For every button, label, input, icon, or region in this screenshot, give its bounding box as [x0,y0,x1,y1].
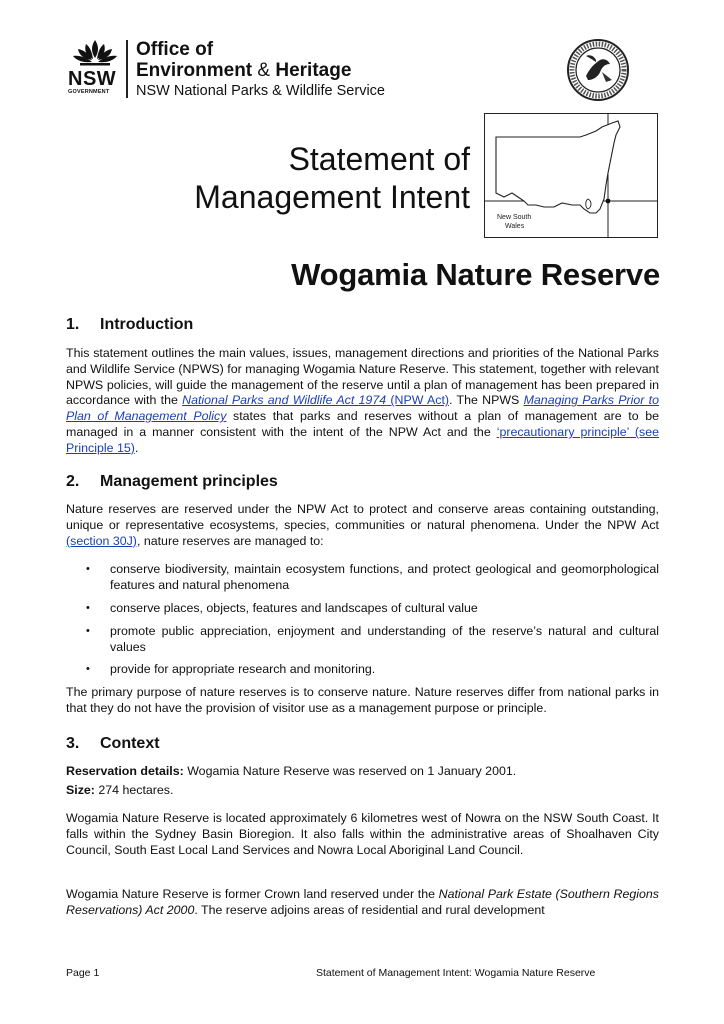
managing-parks-policy-link[interactable]: Managing Parks Prior to Plan of Management Policy [66,393,659,424]
act-title: National Park Estate (Southern Regions Reservations) Act 2000 [66,887,659,917]
title-line-1: Statement of [288,141,470,177]
map-caption-line1: New South [497,214,532,221]
section-30j-link[interactable]: (section 30J) [66,533,137,548]
precautionary-principle-link[interactable]: ‘precautionary principle’ (see Principle 15) [66,424,659,455]
primary-purpose-paragraph: The primary purpose of nature reserves is to conserve nature. Nature reserves differ from national parks in that they do not have the provision of visitor use as a management purpose or principle. [66,685,659,715]
size-value: 274 hectares. [94,783,174,797]
footer-document-title: Statement of Management Intent: Wogamia Nature Reserve [316,967,596,979]
section-heading-management-principles [66,473,278,491]
section-number: 1. [66,316,80,333]
page-number: Page 1 [66,967,100,979]
list-item: promote public appreciation, enjoyment and understanding of the reserve’s natural and cultural values [110,624,659,654]
reservation-details-value: Wogamia Nature Reserve was reserved on 1 January 2001. [183,764,517,778]
section-number: 2. [66,473,80,490]
reservation-details [66,764,659,780]
list-item: conserve biodiversity, maintain ecosystem functions, and protect geological and geomorphological features and natural phenomena [110,562,659,592]
org-name-ampersand: & [257,60,271,81]
org-subtitle: NSW National Parks & Wildlife Service [136,83,385,99]
bullet-marker: • [86,563,90,575]
logo-divider [126,40,128,98]
section-title: Context [100,735,160,752]
npws-seal-icon [566,38,630,102]
map-caption-line2: Wales [505,223,525,230]
map-caption [497,213,531,231]
bullet-marker: • [86,602,90,614]
text-run: This statement outlines the main values, issues, management directions and priorities of the National Parks and Wildlife Service (NPWS) for managing Wogamia Nature Reserve. This statement, together with relevant NPWS policies, will guide the management of the reserve until a plan of management has been prepared in accordance with the [66,346,659,408]
size-label: Size: [66,783,95,797]
reserve-location-marker [606,199,611,204]
management-principles-paragraph [66,502,659,549]
org-name-heritage: Heritage [270,60,352,81]
reserve-size [66,783,659,799]
npw-act-link[interactable]: National Parks and Wildlife Act 1974 [182,393,387,408]
text-run: Wogamia Nature Reserve is former Crown land reserved under the [66,887,439,901]
text-run: Nature reserves are reserved under the NPW Act to protect and conserve areas containing outstanding, unique or representative ecosystems, species, communities or natural phenomena. Under the NPW Act [66,502,659,532]
text-run: states that parks and reserves without a plan of management are to be managed in a manner consistent with the intent of the NPW Act and the [66,409,659,439]
reservation-history-paragraph [66,887,659,919]
location-paragraph: Wogamia Nature Reserve is located approximately 6 kilometres west of Nowra on the NSW South Coast. It falls within the Sydney Basin Bioregion. It also falls within the administrative areas of Shoalhaven City Council, South East Local Land Services and Nowra Local Aboriginal Land Council. [66,811,659,857]
waratah-icon [70,38,120,68]
text-run: , nature reserves are managed to: [136,533,324,548]
reserve-title: Wogamia Nature Reserve [291,257,660,292]
text-run: . The NPWS [449,393,524,408]
document-type-title [194,140,470,216]
reservation-details-label: Reservation details: [66,764,184,778]
section-number: 3. [66,735,80,752]
bullet-marker: • [86,625,90,637]
section-title: Introduction [100,316,194,333]
section-heading-introduction [66,316,193,334]
text-run: . The reserve adjoins areas of residential and rural development [194,902,545,917]
list-item: conserve places, objects, features and landscapes of cultural value [110,601,478,615]
section-title: Management principles [100,473,278,490]
introduction-paragraph [66,346,659,457]
npw-act-abbrev-link[interactable]: (NPW Act) [386,393,450,408]
nsw-government-label: GOVERNMENT [68,89,110,95]
org-name-line1: Office of [136,39,214,60]
org-name-line2 [136,61,351,81]
nsw-wordmark: NSW [68,68,117,90]
section-heading-context [66,735,160,753]
org-name-environment: Environment [136,60,258,81]
text-run: . [134,440,139,455]
list-item: provide for appropriate research and monitoring. [110,662,376,676]
bullet-marker: • [86,663,90,675]
title-line-2: Management Intent [194,179,470,215]
oeh-logo [66,38,411,102]
